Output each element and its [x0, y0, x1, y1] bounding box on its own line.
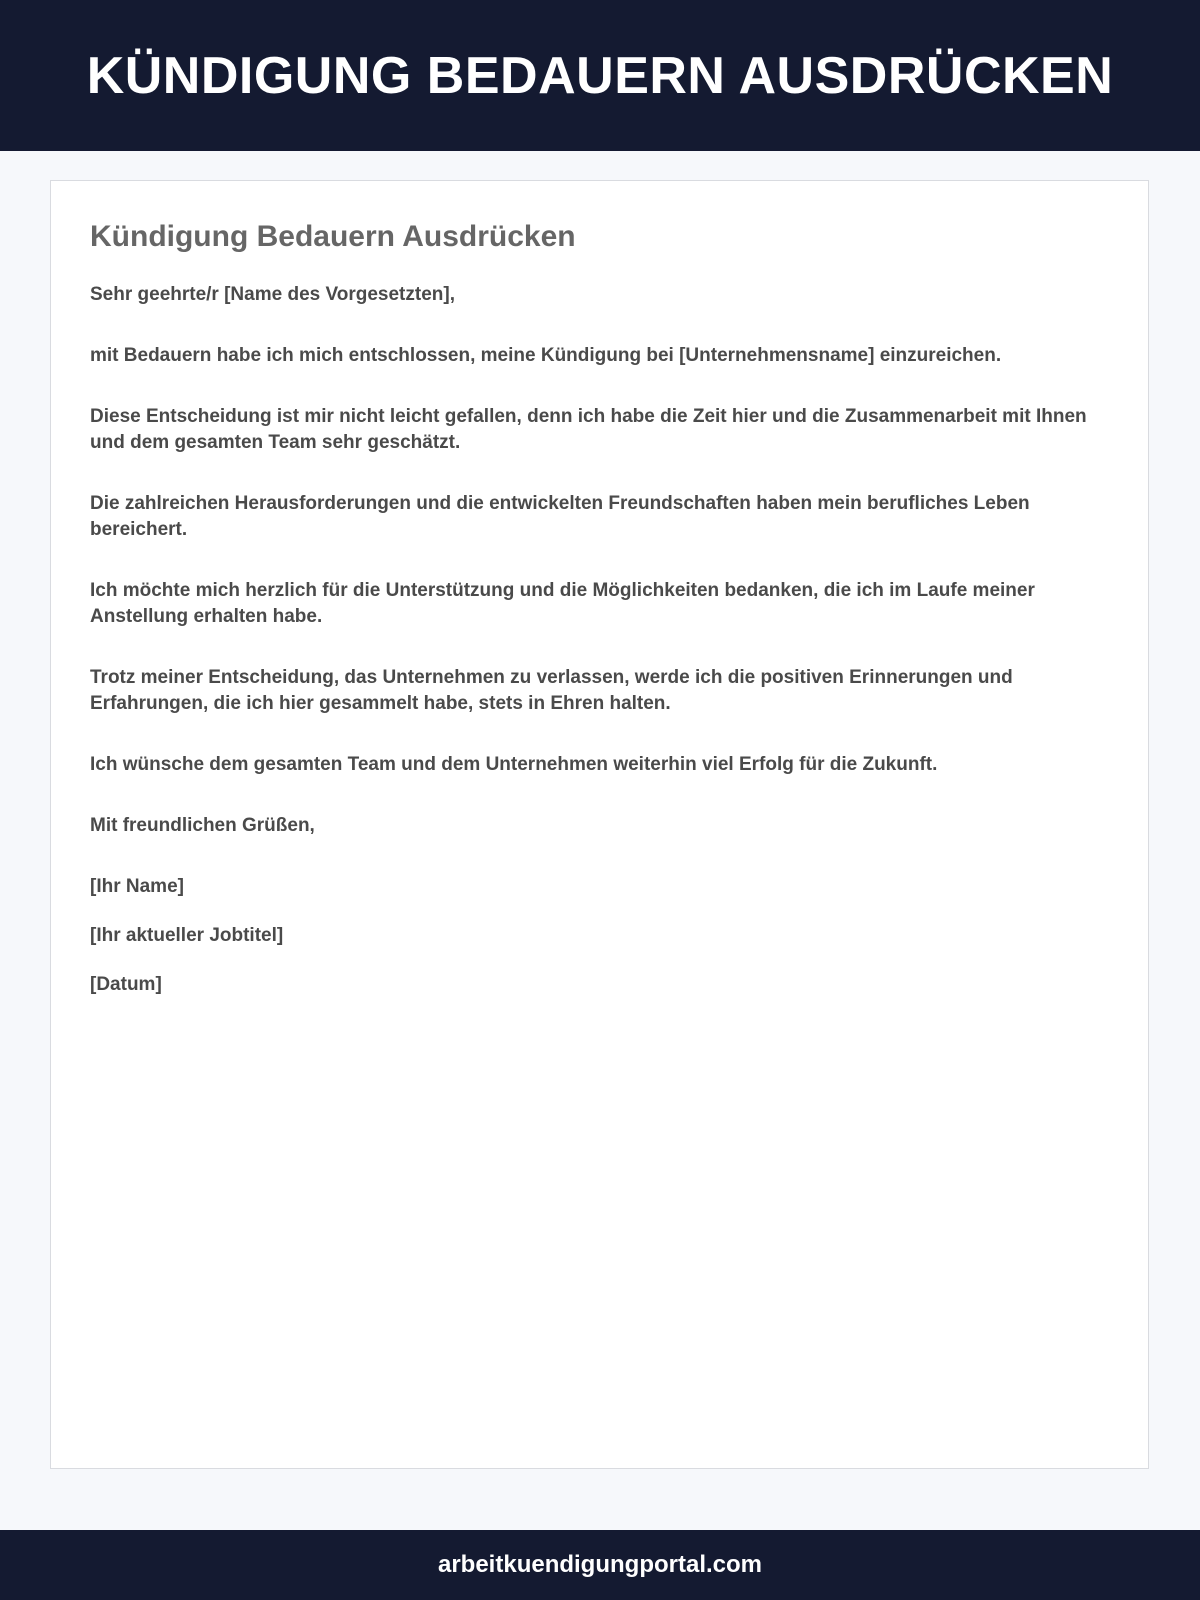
- document-title: Kündigung Bedauern Ausdrücken: [90, 220, 576, 253]
- letter-paragraph: mit Bedauern habe ich mich entschlossen, meine Kündigung bei [Unternehmensname] einzureichen.: [90, 345, 1002, 366]
- letter-salutation: Sehr geehrte/r [Name des Vorgesetzten],: [90, 284, 455, 305]
- signature-job-title: [Ihr aktueller Jobtitel]: [90, 925, 284, 946]
- footer-site-link[interactable]: arbeitkuendigungportal.com: [437, 1551, 763, 1578]
- letter-closing: Mit freundlichen Grüßen,: [90, 815, 315, 836]
- letter-paragraph: Ich möchte mich herzlich für die Unterstützung und die Möglichkeiten bedanken, die ich im Laufe meiner Anstellung erhalten habe.: [90, 580, 1035, 627]
- letter-paragraph: Diese Entscheidung ist mir nicht leicht gefallen, denn ich habe die Zeit hier und die Zusammenarbeit mit Ihnen und dem gesamten Team sehr geschätzt.: [90, 406, 1087, 453]
- header-title: KÜNDIGUNG BEDAUERN AUSDRÜCKEN: [86, 46, 1114, 105]
- letter-paragraph: Die zahlreichen Herausforderungen und die entwickelten Freundschaften haben mein berufliches Leben bereichert.: [90, 493, 1030, 540]
- signature-name: [Ihr Name]: [90, 876, 184, 897]
- letter-card: [50, 180, 1149, 1469]
- page-header: [0, 0, 1200, 151]
- letter-paragraph: Trotz meiner Entscheidung, das Unternehmen zu verlassen, werde ich die positiven Erinnerungen und Erfahrungen, die ich hier gesammelt habe, stets in Ehren halten.: [90, 667, 1013, 714]
- signature-date: [Datum]: [90, 974, 162, 995]
- page-footer: [0, 1530, 1200, 1600]
- letter-paragraph: Ich wünsche dem gesamten Team und dem Unternehmen weiterhin viel Erfolg für die Zukunft.: [90, 754, 938, 775]
